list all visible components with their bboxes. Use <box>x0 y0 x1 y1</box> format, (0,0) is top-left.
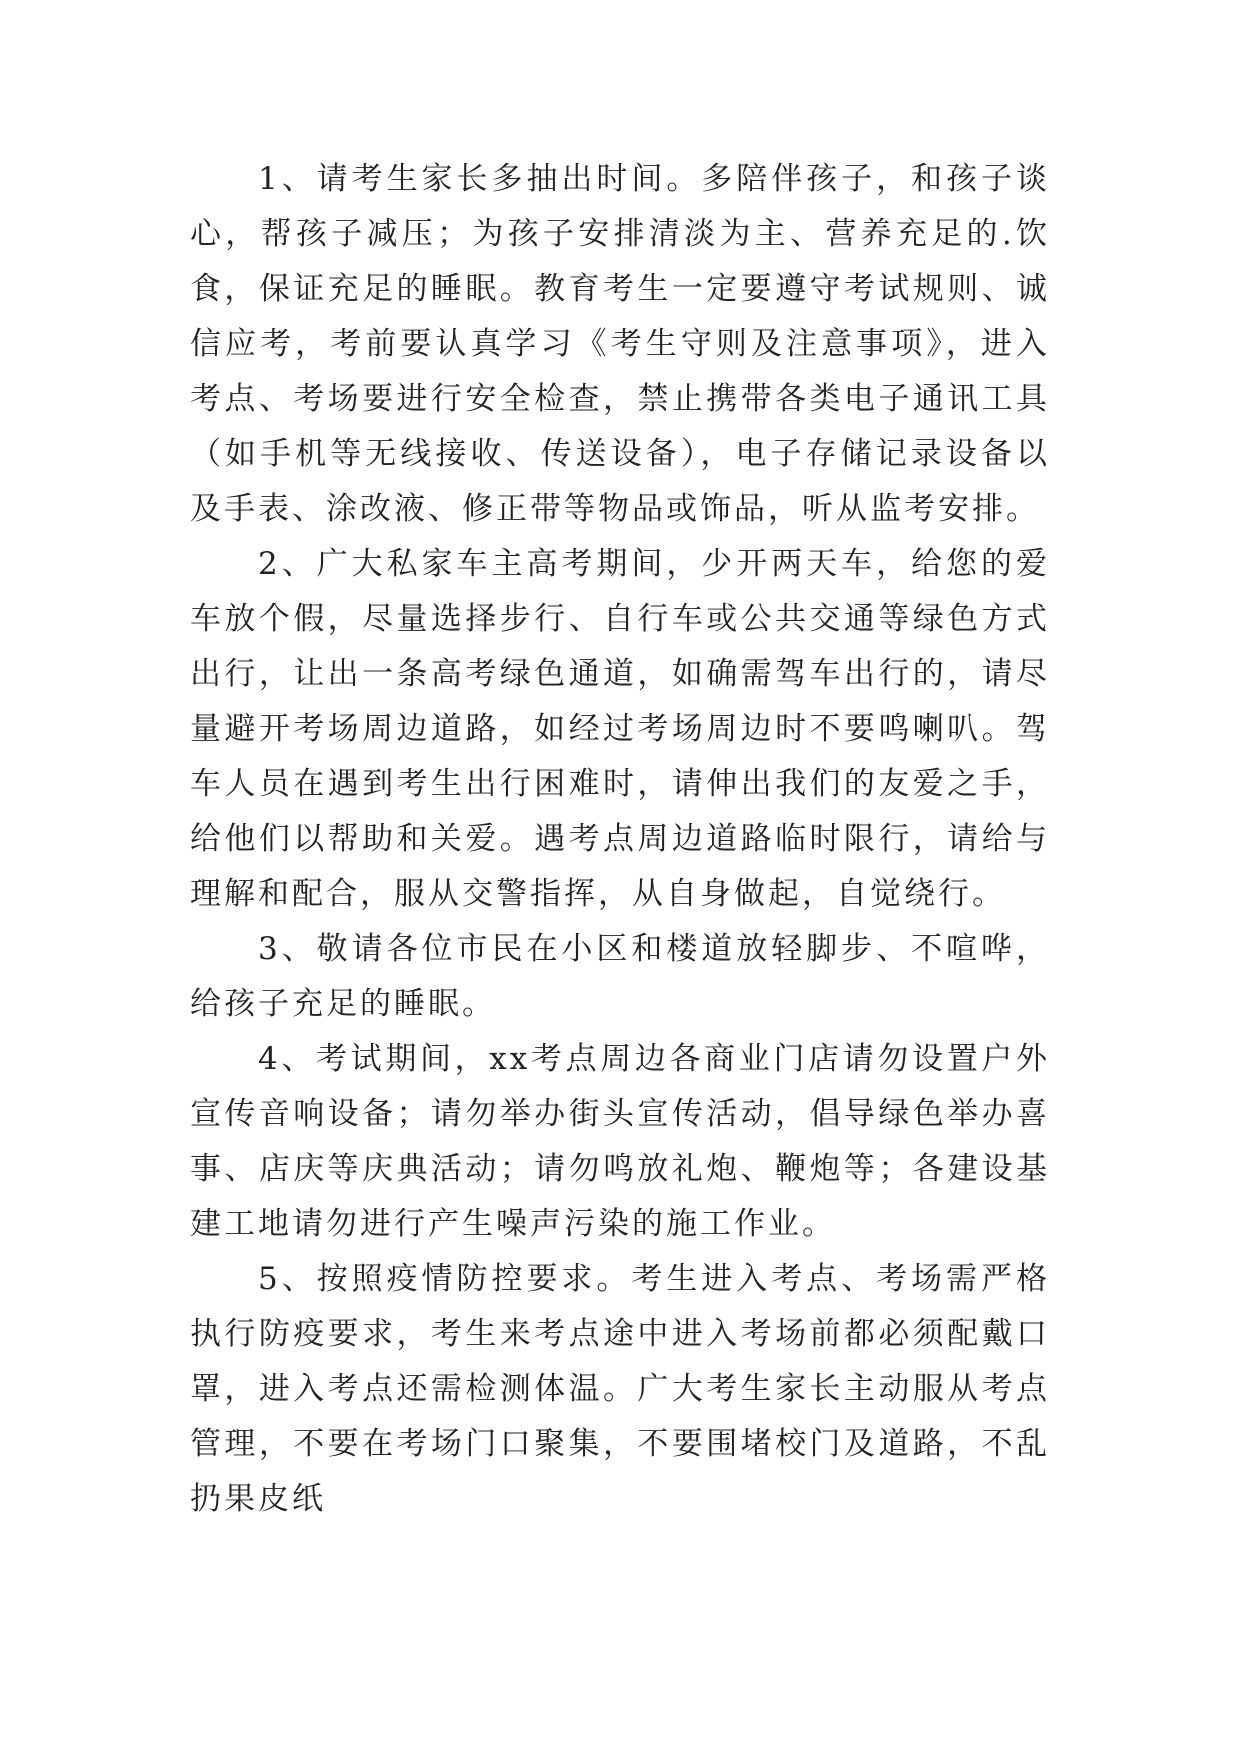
paragraph-1: 1、请考生家长多抽出时间。多陪伴孩子，和孩子谈心，帮孩子减压；为孩子安排清淡为主、营养充足的.饮食，保证充足的睡眠。教育考生一定要遵守考试规则、诚信应考，考前要认真学习《考生守则及注意事项》，进入考点、考场要进行安全检查，禁止携带各类电子通讯工具（如手机等无线接收、传送设备），电子存储记录设备以及手表、涂改液、修正带等物品或饰品，听从监考安排。 <box>190 161 1050 527</box>
paragraph-2: 2、广大私家车主高考期间，少开两天车，给您的爱车放个假，尽量选择步行、自行车或公共交通等绿色方式出行，让出一条高考绿色通道，如确需驾车出行的，请尽量避开考场周边道路，如经过考场周边时不要鸣喇叭。驾车人员在遇到考生出行困难时，请伸出我们的友爱之手，给他们以帮助和关爱。遇考点周边道路临时限行，请给与理解和配合，服从交警指挥，从自身做起，自觉绕行。 <box>190 546 1050 912</box>
document-body <box>190 152 1050 1527</box>
paragraph-3: 3、敬请各位市民在小区和楼道放轻脚步、不喧哗，给孩子充足的睡眠。 <box>190 931 1050 1022</box>
paragraph-5: 5、按照疫情防控要求。考生进入考点、考场需严格执行防疫要求，考生来考点途中进入考场前都必须配戴口罩，进入考点还需检测体温。广大考生家长主动服从考点管理，不要在考场门口聚集，不要围堵校门及道路，不乱扔果皮纸 <box>190 1261 1050 1517</box>
paragraph-4: 4、考试期间，xx考点周边各商业门店请勿设置户外宣传音响设备；请勿举办街头宣传活动，倡导绿色举办喜事、店庆等庆典活动；请勿鸣放礼炮、鞭炮等；各建设基建工地请勿进行产生噪声污染的施工作业。 <box>190 1041 1050 1242</box>
